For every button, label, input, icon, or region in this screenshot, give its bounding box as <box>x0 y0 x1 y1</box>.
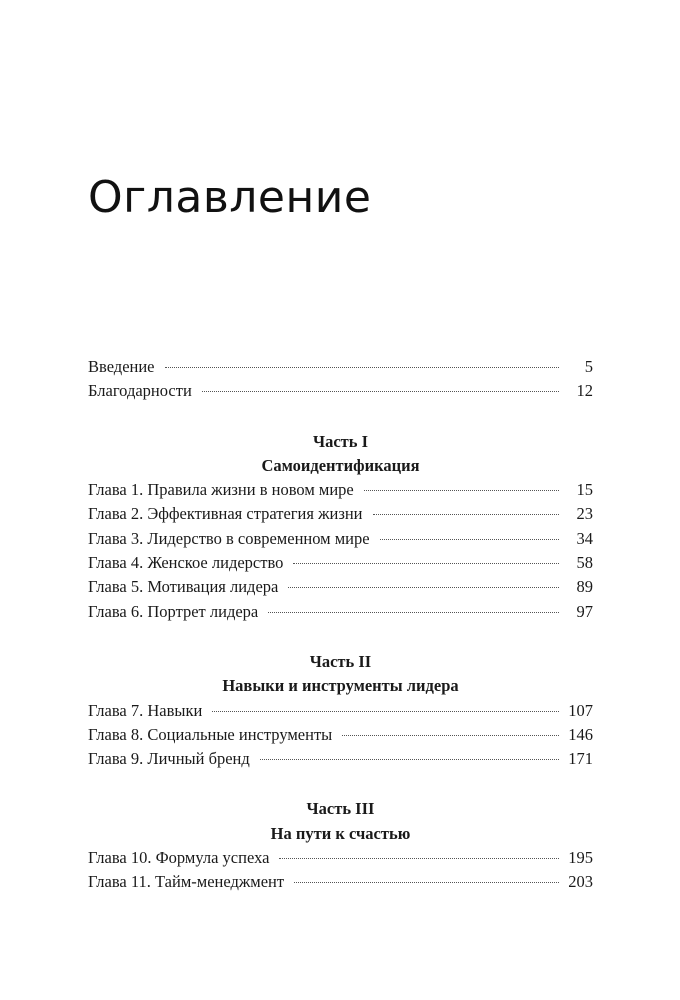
toc-entry-chapter-8[interactable] <box>88 723 593 747</box>
toc-entry-chapter-10[interactable] <box>88 846 593 870</box>
page-title: Оглавление <box>88 172 372 223</box>
part-title: Навыки и инструменты лидера <box>222 676 459 696</box>
dot-leader <box>212 711 559 712</box>
part-label: Часть II <box>309 651 372 671</box>
toc-entry-page: 89 <box>576 577 593 597</box>
toc-entry-label: Глава 10. Формула успеха <box>88 848 270 868</box>
toc-entry-page: 195 <box>568 848 593 868</box>
toc-entry-page: 203 <box>568 872 593 892</box>
toc-entry-page: 107 <box>568 700 593 720</box>
toc-entry-chapter-5[interactable] <box>88 575 593 599</box>
dot-leader <box>342 735 559 736</box>
toc-entry-label: Глава 3. Лидерство в современном мире <box>88 528 370 548</box>
dot-leader <box>260 759 559 760</box>
toc-entry-label: Глава 6. Портрет лидера <box>88 601 259 621</box>
toc-entry-page: 5 <box>584 357 593 376</box>
dot-leader <box>373 514 559 515</box>
dot-leader <box>202 391 559 392</box>
toc-entry-acknowledgements[interactable] <box>88 379 593 403</box>
dot-leader <box>288 587 559 588</box>
dot-leader <box>165 367 559 368</box>
toc-entry-chapter-7[interactable] <box>88 699 593 723</box>
toc-entry-page: 171 <box>568 749 593 769</box>
dot-leader <box>279 858 559 859</box>
toc-entry-introduction[interactable] <box>88 355 593 379</box>
toc-entry-page: 58 <box>576 553 593 573</box>
toc-entry-page: 15 <box>576 480 593 500</box>
dot-leader <box>364 490 559 491</box>
dot-leader <box>294 882 559 883</box>
toc-entry-label: Глава 7. Навыки <box>88 700 203 720</box>
toc-intro-section <box>88 355 593 404</box>
toc-entry-chapter-1[interactable] <box>88 478 593 502</box>
toc-entry-chapter-2[interactable] <box>88 502 593 526</box>
toc-entry-label: Введение <box>88 357 155 376</box>
toc-entry-label: Благодарности <box>88 381 192 401</box>
toc-entry-label: Глава 4. Женское лидерство <box>88 553 284 573</box>
toc-entry-page: 12 <box>576 381 593 401</box>
toc-part-2 <box>88 650 593 771</box>
part-label: Часть III <box>306 799 375 819</box>
dot-leader <box>268 612 559 613</box>
toc-part-1 <box>88 430 593 624</box>
table-of-contents <box>88 355 593 921</box>
part-label: Часть I <box>312 431 369 451</box>
toc-entry-label: Глава 5. Мотивация лидера <box>88 577 279 597</box>
toc-entry-chapter-3[interactable] <box>88 527 593 551</box>
toc-entry-label: Глава 2. Эффективная стратегия жизни <box>88 504 363 524</box>
toc-entry-label: Глава 8. Социальные инструменты <box>88 724 333 744</box>
toc-entry-chapter-9[interactable] <box>88 747 593 771</box>
dot-leader <box>293 563 559 564</box>
toc-part-3 <box>88 797 593 894</box>
part-title: Самоидентификация <box>261 455 420 475</box>
dot-leader <box>380 539 559 540</box>
toc-entry-chapter-4[interactable] <box>88 551 593 575</box>
toc-entry-chapter-11[interactable] <box>88 870 593 894</box>
toc-entry-label: Глава 1. Правила жизни в новом мире <box>88 480 354 500</box>
toc-entry-page: 146 <box>568 724 593 744</box>
part-title: На пути к счастью <box>270 823 411 843</box>
toc-entry-label: Глава 9. Личный бренд <box>88 749 250 769</box>
toc-entry-label: Глава 11. Тайм-менеджмент <box>88 872 285 892</box>
toc-entry-chapter-6[interactable] <box>88 600 593 624</box>
toc-entry-page: 23 <box>576 504 593 524</box>
toc-entry-page: 34 <box>576 528 593 548</box>
toc-entry-page: 97 <box>576 601 593 621</box>
